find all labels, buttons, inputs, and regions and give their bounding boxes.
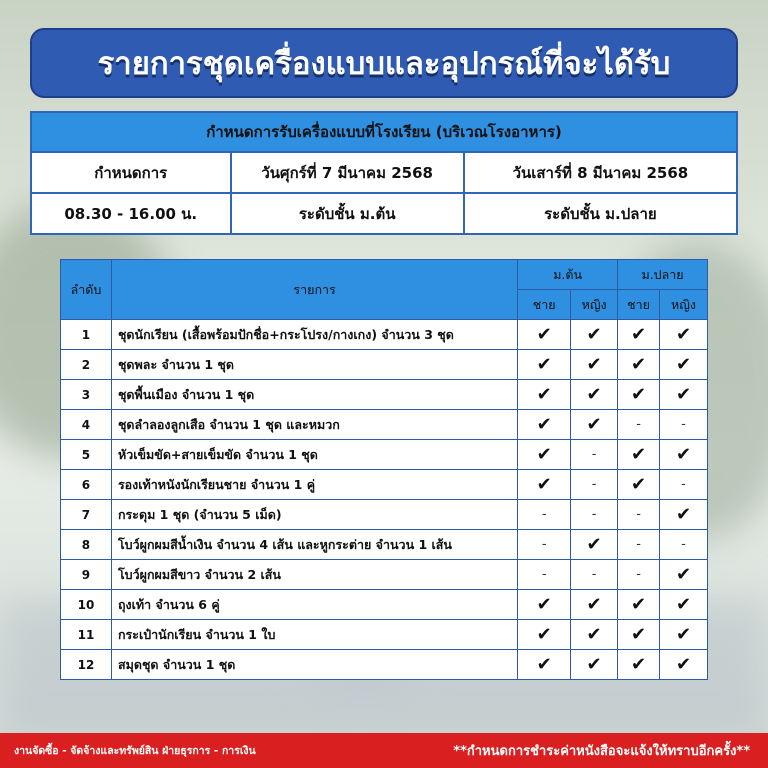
check-icon-lower-male: ✔ xyxy=(518,590,571,620)
row-item: ชุดพื้นเมือง จำนวน 1 ชุด xyxy=(111,380,517,410)
check-icon-lower-female: ✔ xyxy=(571,350,618,380)
check-icon-upper-female: ✔ xyxy=(660,350,708,380)
check-icon-upper-male: ✔ xyxy=(618,590,660,620)
col-header-upper: ม.ปลาย xyxy=(618,260,708,290)
check-icon-lower-female: ✔ xyxy=(571,410,618,440)
footer-department: งานจัดซื้อ - จัดจ้างและทรัพย์สิน ฝ่ายธุรการ - การเงิน xyxy=(14,745,256,757)
col-header-upper-female: หญิง xyxy=(660,290,708,320)
footer-note: **กำหนดการชำระค่าหนังสือจะแจ้งให้ทราบอีกครั้ง** xyxy=(453,744,750,759)
row-number: 7 xyxy=(61,500,112,530)
dash-lower-female: - xyxy=(571,560,618,590)
table-row xyxy=(61,650,708,680)
row-item: สมุดชุด จำนวน 1 ชุด xyxy=(111,650,517,680)
table-row xyxy=(61,410,708,440)
col-header-no: ลำดับ xyxy=(61,260,112,320)
col-header-item: รายการ xyxy=(111,260,517,320)
check-icon-upper-male: ✔ xyxy=(618,350,660,380)
table-row xyxy=(61,500,708,530)
table-row xyxy=(61,590,708,620)
check-icon-upper-male: ✔ xyxy=(618,620,660,650)
items-table xyxy=(60,259,708,680)
col-header-lower-male: ชาย xyxy=(518,290,571,320)
row-item: กระเป๋านักเรียน จำนวน 1 ใบ xyxy=(111,620,517,650)
check-icon-upper-female: ✔ xyxy=(660,650,708,680)
row-item: ชุดพละ จำนวน 1 ชุด xyxy=(111,350,517,380)
check-icon-lower-male: ✔ xyxy=(518,440,571,470)
schedule-header: กำหนดการรับเครื่องแบบที่โรงเรียน (บริเวณโรงอาหาร) xyxy=(31,112,737,152)
row-number: 9 xyxy=(61,560,112,590)
row-item: กระดุม 1 ชุด (จำนวน 5 เม็ด) xyxy=(111,500,517,530)
table-row xyxy=(61,470,708,500)
check-icon-upper-male: ✔ xyxy=(618,380,660,410)
col-header-lower: ม.ต้น xyxy=(518,260,618,290)
row-item: โบว์ผูกผมสีขาว จำนวน 2 เส้น xyxy=(111,560,517,590)
check-icon-upper-male: ✔ xyxy=(618,440,660,470)
row-number: 12 xyxy=(61,650,112,680)
schedule-time: 08.30 - 16.00 น. xyxy=(31,193,231,234)
row-number: 11 xyxy=(61,620,112,650)
row-number: 8 xyxy=(61,530,112,560)
row-number: 6 xyxy=(61,470,112,500)
dash-lower-male: - xyxy=(518,500,571,530)
check-icon-lower-female: ✔ xyxy=(571,620,618,650)
dash-upper-female: - xyxy=(660,530,708,560)
schedule-level-upper: ระดับชั้น ม.ปลาย xyxy=(464,193,737,234)
check-icon-upper-male: ✔ xyxy=(618,650,660,680)
check-icon-upper-female: ✔ xyxy=(660,500,708,530)
items-body xyxy=(61,320,708,680)
check-icon-lower-male: ✔ xyxy=(518,320,571,350)
row-number: 1 xyxy=(61,320,112,350)
table-row xyxy=(61,620,708,650)
col-header-lower-female: หญิง xyxy=(571,290,618,320)
schedule-level-lower: ระดับชั้น ม.ต้น xyxy=(231,193,464,234)
schedule-label: กำหนดการ xyxy=(31,152,231,193)
dash-upper-female: - xyxy=(660,410,708,440)
check-icon-upper-male: ✔ xyxy=(618,470,660,500)
check-icon-upper-female: ✔ xyxy=(660,590,708,620)
footer-bar xyxy=(0,733,768,768)
row-item: ถุงเท้า จำนวน 6 คู่ xyxy=(111,590,517,620)
check-icon-lower-female: ✔ xyxy=(571,320,618,350)
check-icon-lower-male: ✔ xyxy=(518,470,571,500)
check-icon-upper-female: ✔ xyxy=(660,320,708,350)
check-icon-lower-male: ✔ xyxy=(518,620,571,650)
check-icon-lower-female: ✔ xyxy=(571,590,618,620)
dash-lower-male: - xyxy=(518,530,571,560)
check-icon-lower-male: ✔ xyxy=(518,410,571,440)
row-number: 4 xyxy=(61,410,112,440)
dash-upper-male: - xyxy=(618,530,660,560)
check-icon-upper-female: ✔ xyxy=(660,380,708,410)
check-icon-lower-male: ✔ xyxy=(518,350,571,380)
check-icon-upper-female: ✔ xyxy=(660,620,708,650)
table-row xyxy=(61,320,708,350)
schedule-table xyxy=(30,111,738,235)
row-item: หัวเข็มขัด+สายเข็มขัด จำนวน 1 ชุด xyxy=(111,440,517,470)
row-item: ชุดนักเรียน (เสื้อพร้อมปักชื่อ+กระโปรง/กางเกง) จำนวน 3 ชุด xyxy=(111,320,517,350)
table-row xyxy=(61,440,708,470)
dash-lower-male: - xyxy=(518,560,571,590)
table-row xyxy=(61,560,708,590)
check-icon-lower-male: ✔ xyxy=(518,380,571,410)
title-banner xyxy=(30,28,738,98)
table-row xyxy=(61,350,708,380)
row-number: 2 xyxy=(61,350,112,380)
col-header-upper-male: ชาย xyxy=(618,290,660,320)
row-item: รองเท้าหนังนักเรียนชาย จำนวน 1 คู่ xyxy=(111,470,517,500)
dash-lower-female: - xyxy=(571,500,618,530)
dash-upper-male: - xyxy=(618,500,660,530)
row-number: 3 xyxy=(61,380,112,410)
row-item: โบว์ผูกผมสีน้ำเงิน จำนวน 4 เส้น และหูกระต่าย จำนวน 1 เส้น xyxy=(111,530,517,560)
check-icon-upper-female: ✔ xyxy=(660,560,708,590)
page-title: รายการชุดเครื่องแบบและอุปกรณ์ที่จะได้รับ xyxy=(97,46,671,82)
check-icon-lower-female: ✔ xyxy=(571,380,618,410)
dash-upper-male: - xyxy=(618,560,660,590)
dash-upper-male: - xyxy=(618,410,660,440)
check-icon-upper-female: ✔ xyxy=(660,440,708,470)
row-item: ชุดลำลองลูกเสือ จำนวน 1 ชุด และหมวก xyxy=(111,410,517,440)
check-icon-lower-female: ✔ xyxy=(571,650,618,680)
dash-upper-female: - xyxy=(660,470,708,500)
row-number: 5 xyxy=(61,440,112,470)
row-number: 10 xyxy=(61,590,112,620)
check-icon-lower-female: ✔ xyxy=(571,530,618,560)
schedule-date-saturday: วันเสาร์ที่ 8 มีนาคม 2568 xyxy=(464,152,737,193)
table-row xyxy=(61,380,708,410)
check-icon-lower-male: ✔ xyxy=(518,650,571,680)
schedule-date-friday: วันศุกร์ที่ 7 มีนาคม 2568 xyxy=(231,152,464,193)
dash-lower-female: - xyxy=(571,470,618,500)
table-row xyxy=(61,530,708,560)
check-icon-upper-male: ✔ xyxy=(618,320,660,350)
dash-lower-female: - xyxy=(571,440,618,470)
